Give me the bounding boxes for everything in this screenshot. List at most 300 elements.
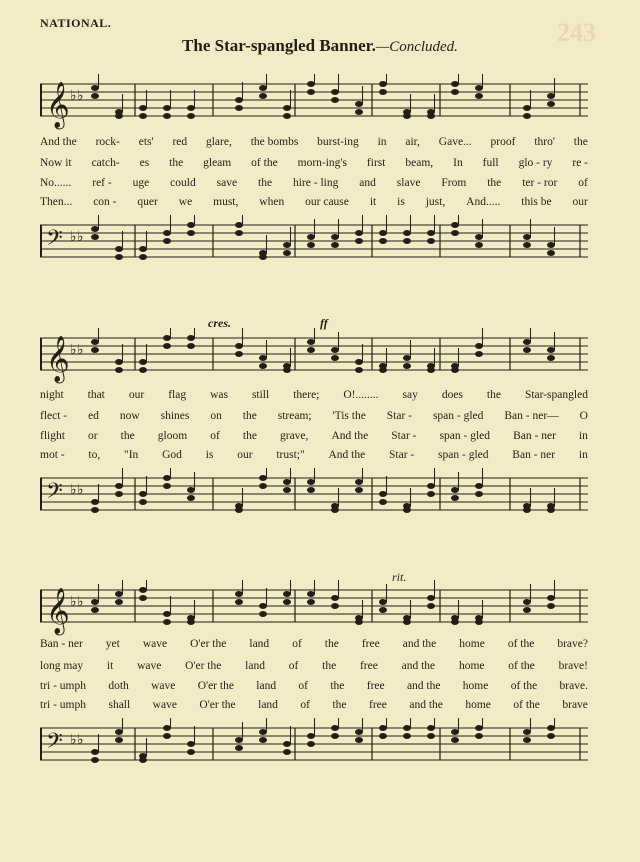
notehead: [187, 113, 195, 119]
lyric-syllable: shines: [160, 410, 190, 422]
notehead: [187, 343, 195, 349]
bass-staff: [40, 718, 588, 778]
notehead: [115, 113, 123, 119]
lyric-verse-1: [40, 638, 588, 650]
lyric-syllable: And.....: [466, 196, 501, 208]
notehead: [115, 367, 123, 373]
lyric-syllable: the: [573, 136, 588, 148]
lyric-syllable: And the: [40, 136, 77, 148]
treble-clef-icon: 𝄞: [46, 336, 70, 382]
lyric-syllable: our: [128, 389, 145, 401]
lyric-syllable: this be: [521, 196, 552, 208]
notehead: [475, 733, 483, 739]
notehead: [547, 355, 555, 361]
notehead: [379, 607, 387, 613]
lyric-syllable: our: [572, 196, 588, 208]
lyric-syllable: stream;: [277, 410, 312, 422]
lyric-syllable: hire - ling: [292, 177, 339, 189]
lyric-syllable: night: [40, 389, 64, 401]
notehead: [331, 89, 339, 95]
notehead: [475, 351, 483, 357]
lyric-syllable: there;: [293, 389, 320, 401]
lyric-verse-4: [40, 449, 588, 461]
dynamic-cres: cres.: [208, 316, 231, 330]
notehead: [283, 741, 291, 747]
notehead: [523, 737, 531, 743]
notehead: [91, 749, 99, 755]
notehead: [115, 729, 123, 735]
notehead: [259, 363, 267, 369]
notehead: [307, 234, 315, 240]
lyric-syllable: brave!: [558, 660, 588, 672]
notehead: [259, 254, 267, 260]
treble-clef-icon: 𝄞: [46, 82, 70, 128]
lyric-syllable: the: [242, 430, 257, 442]
page-number: 243: [557, 18, 596, 47]
notehead: [403, 733, 411, 739]
lyric-syllable: "In: [124, 449, 139, 461]
notehead: [475, 85, 483, 91]
notehead: [283, 105, 291, 111]
treble-staff: [40, 580, 588, 640]
lyric-syllable: gloom: [157, 430, 188, 442]
lyric-syllable: quer: [137, 196, 158, 208]
notehead: [355, 737, 363, 743]
notehead: [307, 339, 315, 345]
lyric-syllable: and the: [406, 680, 441, 692]
treble-clef-icon: 𝄞: [46, 588, 70, 634]
lyric-syllable: must,: [213, 196, 239, 208]
lyric-syllable: of the: [507, 638, 535, 650]
notehead: [139, 246, 147, 252]
notehead: [139, 113, 147, 119]
lyric-syllable: wave: [151, 680, 176, 692]
notehead: [547, 242, 555, 248]
lyric-syllable: the: [120, 430, 135, 442]
notehead: [259, 737, 267, 743]
notehead: [523, 607, 531, 613]
lyric-syllable: Gave...: [438, 136, 472, 148]
notehead: [259, 729, 267, 735]
lyric-syllable: land: [245, 660, 265, 672]
notehead: [307, 89, 315, 95]
lyric-syllable: mot -: [40, 449, 65, 461]
lyric-syllable: is: [397, 196, 405, 208]
notehead: [163, 343, 171, 349]
notehead: [283, 591, 291, 597]
notehead: [427, 491, 435, 497]
lyric-syllable: it: [369, 196, 377, 208]
notehead: [547, 733, 555, 739]
lyric-syllable: gleam: [203, 157, 232, 169]
lyric-syllable: of the: [251, 157, 278, 169]
lyric-syllable: save: [216, 177, 238, 189]
key-signature-flat-icon: ♭: [77, 733, 84, 748]
notehead: [475, 242, 483, 248]
notehead: [91, 507, 99, 513]
notehead: [115, 246, 123, 252]
lyric-syllable: the: [330, 680, 345, 692]
lyric-syllable: shall: [108, 699, 131, 711]
lyric-syllable: O'er the: [185, 660, 222, 672]
notehead: [115, 599, 123, 605]
notehead: [379, 499, 387, 505]
lyric-verse-2: [40, 660, 588, 672]
lyric-syllable: in: [578, 449, 588, 461]
notehead: [331, 347, 339, 353]
lyric-syllable: and the: [402, 638, 437, 650]
notehead: [475, 93, 483, 99]
section-label: NATIONAL.: [40, 16, 112, 30]
lyric-syllable: con -: [93, 196, 117, 208]
lyric-syllable: Then...: [40, 196, 73, 208]
lyric-syllable: es: [139, 157, 150, 169]
notehead: [283, 479, 291, 485]
lyric-syllable: free: [366, 680, 385, 692]
notehead: [307, 733, 315, 739]
notehead: [379, 89, 387, 95]
lyric-syllable: Ban - ner: [512, 449, 556, 461]
notehead: [451, 737, 459, 743]
notehead: [379, 733, 387, 739]
notehead: [403, 363, 411, 369]
notehead: [523, 729, 531, 735]
notehead: [187, 335, 195, 341]
notehead: [427, 230, 435, 236]
notehead: [235, 591, 243, 597]
notehead: [379, 599, 387, 605]
lyric-syllable: of: [578, 177, 588, 189]
notehead: [235, 351, 243, 357]
notehead: [403, 230, 411, 236]
notehead: [475, 343, 483, 349]
lyric-syllable: to,: [88, 449, 101, 461]
notehead: [475, 491, 483, 497]
lyric-syllable: ter - ror: [522, 177, 558, 189]
lyric-syllable: flag: [168, 389, 187, 401]
notehead: [331, 733, 339, 739]
notehead: [187, 105, 195, 111]
lyric-syllable: full: [482, 157, 499, 169]
lyric-syllable: Star -: [391, 430, 417, 442]
notehead: [139, 587, 147, 593]
key-signature-flat-icon: ♭: [77, 595, 84, 610]
bass-clef-icon: 𝄢: [46, 479, 63, 509]
notehead: [379, 81, 387, 87]
notehead: [331, 355, 339, 361]
lyric-syllable: Star -: [386, 410, 413, 422]
lyric-syllable: beam,: [405, 157, 434, 169]
notehead: [187, 741, 195, 747]
notehead: [331, 725, 339, 731]
lyric-syllable: of: [298, 680, 309, 692]
notehead: [235, 737, 243, 743]
lyric-syllable: when: [259, 196, 285, 208]
notehead: [403, 355, 411, 361]
lyric-verse-3: [40, 680, 588, 692]
notehead: [427, 595, 435, 601]
lyric-syllable: wave: [142, 638, 168, 650]
lyric-syllable: ed: [88, 410, 99, 422]
key-signature-flat-icon: ♭: [70, 343, 77, 358]
notehead: [91, 599, 99, 605]
notehead: [355, 367, 363, 373]
notehead: [187, 495, 195, 501]
lyric-syllable: tri - umph: [40, 699, 86, 711]
music-system-2: [40, 316, 588, 531]
treble-staff: [40, 328, 588, 388]
notehead: [283, 242, 291, 248]
bass-staff: [40, 468, 588, 528]
notehead: [451, 81, 459, 87]
notehead: [163, 335, 171, 341]
notehead: [259, 93, 267, 99]
lyric-verse-3: [40, 177, 588, 189]
notehead: [403, 507, 411, 513]
lyric-syllable: the: [322, 660, 337, 672]
lyric-syllable: And the: [328, 449, 366, 461]
lyric-syllable: rock-: [95, 136, 120, 148]
notehead: [379, 367, 387, 373]
notehead: [115, 483, 123, 489]
notehead: [451, 230, 459, 236]
notehead: [187, 230, 195, 236]
bass-clef-icon: 𝄢: [46, 729, 63, 759]
notehead: [403, 113, 411, 119]
key-signature-flat-icon: ♭: [70, 89, 77, 104]
notehead: [523, 507, 531, 513]
notehead: [307, 479, 315, 485]
lyric-syllable: Ban - ner—: [504, 410, 559, 422]
lyric-syllable: our: [237, 449, 253, 461]
lyric-syllable: brave: [562, 699, 588, 711]
lyric-syllable: and the: [409, 699, 443, 711]
lyric-syllable: home: [458, 660, 485, 672]
lyric-verse-2: [40, 157, 588, 169]
notehead: [235, 507, 243, 513]
lyric-syllable: yet: [105, 638, 120, 650]
lyric-syllable: span - gled: [438, 449, 489, 461]
notehead: [139, 499, 147, 505]
notehead: [283, 113, 291, 119]
lyric-syllable: And the: [331, 430, 369, 442]
notehead: [163, 238, 171, 244]
notehead: [307, 487, 315, 493]
lyric-syllable: wave: [137, 660, 162, 672]
notehead: [259, 85, 267, 91]
notehead: [91, 499, 99, 505]
notehead: [379, 725, 387, 731]
lyric-syllable: still: [251, 389, 270, 401]
notehead: [379, 238, 387, 244]
notehead: [523, 347, 531, 353]
bass-clef-icon: 𝄢: [46, 226, 63, 256]
lyric-syllable: free: [361, 638, 380, 650]
notehead: [475, 725, 483, 731]
notehead: [91, 85, 99, 91]
lyric-syllable: does: [441, 389, 463, 401]
notehead: [115, 591, 123, 597]
notehead: [235, 222, 243, 228]
lyric-syllable: Star-spangled: [524, 389, 588, 401]
notehead: [259, 355, 267, 361]
lyric-syllable: long may: [40, 660, 84, 672]
notehead: [451, 222, 459, 228]
lyric-syllable: home: [462, 680, 489, 692]
lyric-syllable: land: [249, 638, 270, 650]
lyric-syllable: of the: [510, 680, 538, 692]
lyric-syllable: just,: [425, 196, 446, 208]
notehead: [187, 222, 195, 228]
notehead: [283, 367, 291, 373]
lyric-syllable: proof: [490, 136, 516, 148]
lyric-syllable: is: [205, 449, 214, 461]
lyric-syllable: glare,: [205, 136, 232, 148]
notehead: [355, 487, 363, 493]
lyric-syllable: air,: [405, 136, 420, 148]
notehead: [235, 105, 243, 111]
notehead: [139, 254, 147, 260]
lyric-syllable: of: [210, 430, 220, 442]
lyric-syllable: catch-: [91, 157, 120, 169]
lyric-syllable: glo - ry: [518, 157, 553, 169]
notehead: [523, 113, 531, 119]
notehead: [547, 250, 555, 256]
notehead: [307, 347, 315, 353]
lyric-syllable: of: [300, 699, 310, 711]
notehead: [331, 97, 339, 103]
lyric-verse-1: [40, 389, 588, 401]
key-signature-flat-icon: ♭: [70, 483, 77, 498]
notehead: [283, 250, 291, 256]
notehead: [427, 113, 435, 119]
notehead: [259, 603, 267, 609]
notehead: [187, 487, 195, 493]
lyric-syllable: re -: [572, 157, 588, 169]
notehead: [427, 367, 435, 373]
lyric-syllable: home: [459, 638, 485, 650]
notehead: [259, 475, 267, 481]
notehead: [355, 619, 363, 625]
lyric-syllable: home: [465, 699, 491, 711]
lyric-syllable: it: [106, 660, 114, 672]
notehead: [163, 230, 171, 236]
lyric-syllable: now: [119, 410, 140, 422]
notehead: [115, 254, 123, 260]
lyric-syllable: uge: [132, 177, 150, 189]
notehead: [235, 97, 243, 103]
notehead: [163, 113, 171, 119]
lyric-syllable: From: [441, 177, 467, 189]
lyric-syllable: the bombs: [250, 136, 299, 148]
notehead: [451, 729, 459, 735]
notehead: [139, 595, 147, 601]
lyric-syllable: was: [210, 389, 228, 401]
key-signature-flat-icon: ♭: [70, 230, 77, 245]
notehead: [403, 725, 411, 731]
notehead: [259, 611, 267, 617]
notehead: [379, 230, 387, 236]
key-signature-flat-icon: ♭: [77, 483, 84, 498]
notehead: [163, 475, 171, 481]
lyric-syllable: Now it: [40, 157, 72, 169]
lyric-syllable: ets': [138, 136, 154, 148]
notehead: [163, 725, 171, 731]
lyric-syllable: Star -: [389, 449, 415, 461]
lyric-syllable: the: [169, 157, 184, 169]
notehead: [115, 491, 123, 497]
lyric-syllable: the: [486, 389, 501, 401]
notehead: [331, 507, 339, 513]
lyric-syllable: flight: [40, 430, 65, 442]
notehead: [427, 725, 435, 731]
notehead: [235, 599, 243, 605]
notehead: [451, 89, 459, 95]
lyric-syllable: and the: [401, 660, 436, 672]
lyric-syllable: burst-ing: [317, 136, 359, 148]
lyric-syllable: the: [324, 638, 339, 650]
lyric-syllable: trust;": [276, 449, 305, 461]
notehead: [259, 483, 267, 489]
notehead: [283, 599, 291, 605]
notehead: [115, 737, 123, 743]
notehead: [451, 495, 459, 501]
notehead: [475, 619, 483, 625]
notehead: [187, 619, 195, 625]
lyric-syllable: we: [178, 196, 193, 208]
lyric-syllable: flect -: [40, 410, 68, 422]
notehead: [187, 749, 195, 755]
lyric-syllable: span - gled: [432, 410, 484, 422]
music-system-1: [40, 60, 588, 275]
key-signature-flat-icon: ♭: [77, 89, 84, 104]
notehead: [91, 234, 99, 240]
notehead: [427, 238, 435, 244]
notehead: [235, 230, 243, 236]
notehead: [139, 367, 147, 373]
key-signature-flat-icon: ♭: [77, 343, 84, 358]
notehead: [523, 234, 531, 240]
lyric-syllable: O'er the: [197, 680, 234, 692]
notehead: [235, 343, 243, 349]
lyric-syllable: tri - umph: [40, 680, 86, 692]
hymn-title: [0, 36, 640, 56]
lyric-verse-4: [40, 699, 588, 711]
notehead: [547, 347, 555, 353]
lyric-syllable: thro': [534, 136, 555, 148]
notehead: [427, 483, 435, 489]
notehead: [307, 242, 315, 248]
lyric-syllable: free: [369, 699, 387, 711]
notehead: [115, 359, 123, 365]
lyric-syllable: grave,: [280, 430, 309, 442]
notehead: [451, 367, 459, 373]
notehead: [331, 234, 339, 240]
notehead: [307, 599, 315, 605]
lyric-syllable: the: [332, 699, 347, 711]
notehead: [427, 603, 435, 609]
notehead: [331, 242, 339, 248]
notehead: [403, 238, 411, 244]
lyric-syllable: the: [242, 410, 257, 422]
lyric-syllable: the: [258, 177, 273, 189]
key-signature-flat-icon: ♭: [70, 595, 77, 610]
notehead: [475, 234, 483, 240]
notehead: [355, 109, 363, 115]
lyric-syllable: of the: [508, 660, 535, 672]
lyric-syllable: say: [402, 389, 418, 401]
notehead: [91, 757, 99, 763]
